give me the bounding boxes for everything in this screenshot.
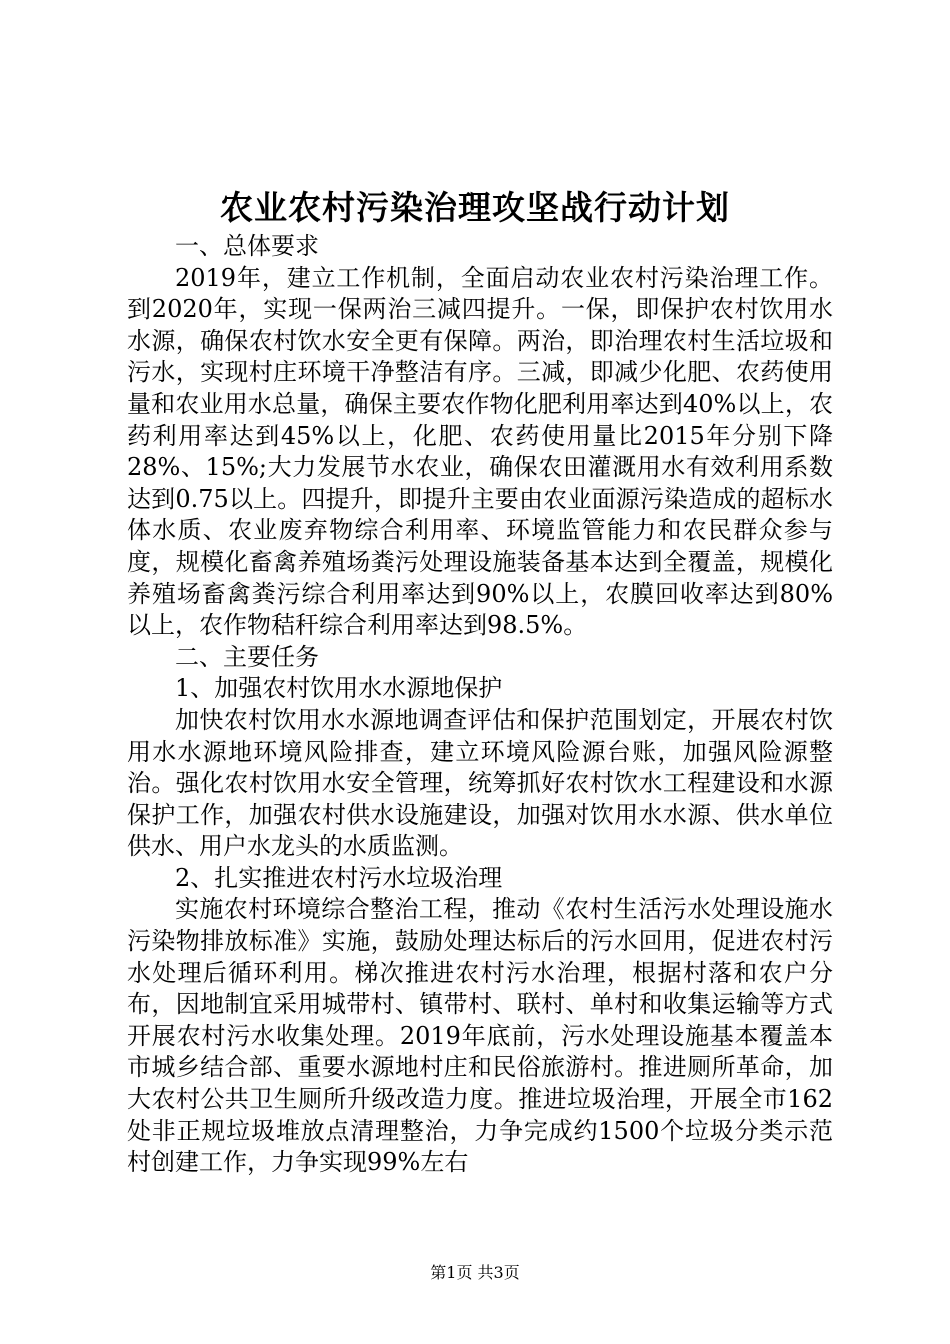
- section-heading-main-tasks: 二、主要任务: [175, 642, 319, 671]
- page-number-footer: 第1页 共3页: [430, 1263, 520, 1282]
- section-heading-general-requirements: 一、总体要求: [175, 232, 319, 260]
- document-title: 农业农村污染治理攻坚战行动计划: [220, 188, 730, 227]
- paragraph-water-source-protection: 加快农村饮用水水源地调查评估和保护范围划定，开展农村饮用水水源地环境风险排查，建立环境风险源台账，加强风险源整治。强化农村饮用水安全管理，统筹抓好农村饮水工程建设和水源保护工作，加强农村供水设施建设，加强对饮用水水源、供水单位供水、用户水龙头的水质监测。: [127, 705, 833, 861]
- paragraph-general-requirements: 2019年，建立工作机制，全面启动农业农村污染治理工作。到2020年，实现一保两治三减四提升。一保，即保护农村饮用水水源，确保农村饮水安全更有保障。两治，即治理农村生活垃圾和污水，实现村庄环境干净整洁有序。三减，即减少化肥、农药使用量和农业用水总量，确保主要农作物化肥利用率达到40%以上，农药利用率达到45%以上，化肥、农药使用量比2015年分别下降28%、15%;大力发展节水农业，确保农田灌溉用水有效利用系数达到0.75以上。四提升，即提升主要由农业面源污染造成的超标水体水质、农业废弃物综合利用率、环境监管能力和农民群众参与度，规模化畜禽养殖场粪污处理设施装备基本达到全覆盖，规模化养殖场畜禽粪污综合利用率达到90%以上，农膜回收率达到80%以上，农作物秸秆综合利用率达到98.5%。: [127, 263, 833, 640]
- paragraph-sewage-garbage-treatment: 实施农村环境综合整治工程，推动《农村生活污水处理设施水污染物排放标准》实施，鼓励处理达标后的污水回用，促进农村污水处理后循环利用。梯次推进农村污水治理，根据村落和农户分布，因地制宜采用城带村、镇带村、联村、单村和收集运输等方式开展农村污水收集处理。2019年底前，污水处理设施基本覆盖本市城乡结合部、重要水源地村庄和民俗旅游村。推进厕所革命，加大农村公共卫生厕所升级改造力度。推进垃圾治理，开展全市162处非正规垃圾堆放点清理整治，力争完成约1500个垃圾分类示范村创建工作，力争实现99%左右: [127, 895, 833, 1177]
- subheading-water-source-protection: 1、加强农村饮用水水源地保护: [175, 674, 503, 703]
- subheading-sewage-garbage-treatment: 2、扎实推进农村污水垃圾治理: [175, 863, 503, 892]
- document-body: [127, 231, 833, 1179]
